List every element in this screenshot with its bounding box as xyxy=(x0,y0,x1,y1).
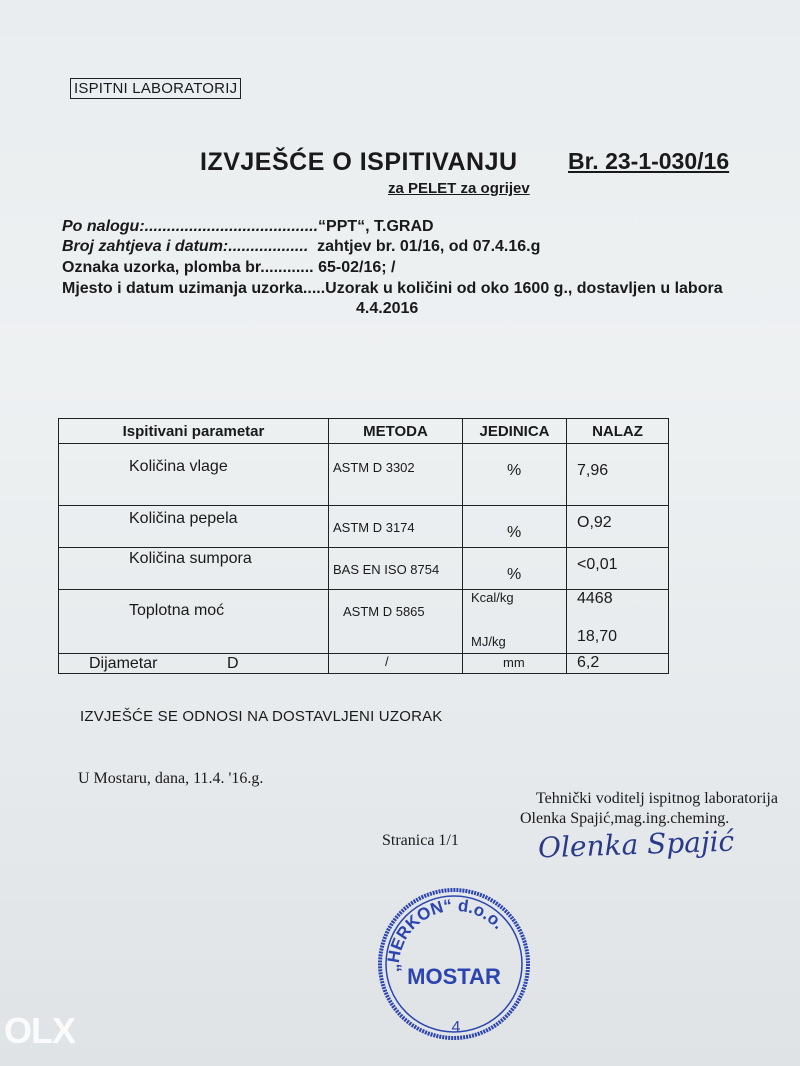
method-cell: ASTM D 3302 xyxy=(333,460,415,475)
param-cell: Količina pepela xyxy=(129,510,238,527)
unit-cell: mm xyxy=(503,655,525,670)
report-number: Br. 23-1-030/16 xyxy=(568,148,730,174)
company-stamp xyxy=(376,886,532,1042)
param-cell: Dijametar xyxy=(89,655,158,672)
report-title: IZVJEŠĆE O ISPITIVANJU xyxy=(200,148,518,176)
result-cell: <0,01 xyxy=(577,556,618,573)
unit-cell: % xyxy=(507,566,522,583)
unit-cell-secondary: MJ/kg xyxy=(471,634,506,649)
watermark-logo: OLX xyxy=(4,1010,76,1051)
request-value: zahtjev br. 01/16, od 07.4.16.g xyxy=(317,238,541,255)
order-value: “PPT“, T.GRAD xyxy=(318,218,434,235)
table-row xyxy=(59,444,669,506)
sample-label: Oznaka uzorka, plomba br............ xyxy=(62,259,314,276)
param-cell: Količina sumpora xyxy=(129,550,252,567)
order-row xyxy=(62,218,434,236)
signatory-name: Olenka Spajić,mag.ing.cheming. xyxy=(520,810,730,827)
method-cell: ASTM D 5865 xyxy=(343,604,425,619)
signatory-title: Tehnički voditelj ispitnog laboratorija xyxy=(536,790,778,807)
method-cell: BAS EN ISO 8754 xyxy=(333,562,440,577)
sampling-value: Uzorak u količini od oko 1600 g., dostavljen u labora xyxy=(325,280,723,297)
request-label: Broj zahtjeva i datum:.................. xyxy=(62,238,309,255)
header-unit: JEDINICA xyxy=(463,419,567,444)
sample-row xyxy=(62,259,395,277)
param-cell: Količina vlage xyxy=(129,458,228,475)
table-row xyxy=(59,506,669,548)
unit-cell: % xyxy=(507,524,522,541)
lab-label: ISPITNI LABORATORIJ xyxy=(70,78,241,99)
header-method: METODA xyxy=(329,419,463,444)
order-label: Po nalogu:....................................... xyxy=(62,218,319,235)
result-cell: O,92 xyxy=(577,514,612,531)
method-cell: ASTM D 3174 xyxy=(333,520,415,535)
place-date: U Mostaru, dana, 11.4. '16.g. xyxy=(78,770,264,787)
sampling-label: Mjesto i datum uzimanja uzorka..... xyxy=(62,280,326,297)
table-header-row xyxy=(59,419,669,444)
param-symbol: D xyxy=(227,655,239,672)
request-row xyxy=(62,238,540,256)
signature: Olenka Spajić xyxy=(537,824,735,865)
unit-cell: % xyxy=(507,462,522,479)
method-cell: / xyxy=(385,654,389,669)
stamp-city: MOSTAR xyxy=(407,964,501,989)
result-cell: 4468 xyxy=(577,590,613,607)
page-number: Stranica 1/1 xyxy=(382,832,459,849)
table-row xyxy=(59,654,669,674)
sample-value: 65-02/16; / xyxy=(318,259,396,276)
unit-cell: Kcal/kg xyxy=(471,590,514,605)
report-note: IZVJEŠĆE SE ODNOSI NA DOSTAVLJENI UZORAK xyxy=(80,708,443,725)
stamp-number: 4 xyxy=(451,1019,461,1036)
result-cell: 6,2 xyxy=(577,654,600,671)
table-row xyxy=(59,590,669,654)
header-result: NALAZ xyxy=(567,419,669,444)
param-cell: Toplotna moć xyxy=(129,602,225,619)
result-cell-secondary: 18,70 xyxy=(577,628,618,645)
report-subtitle: za PELET za ogrijev xyxy=(388,180,530,197)
stamp-company: „HERKON“ d.o.o. xyxy=(383,895,509,973)
sampling-row xyxy=(62,280,723,298)
sampling-date: 4.4.2016 xyxy=(356,300,419,317)
results-table xyxy=(58,418,669,674)
result-cell: 7,96 xyxy=(577,462,609,479)
table-row xyxy=(59,548,669,590)
header-parameter: Ispitivani parametar xyxy=(59,419,329,444)
